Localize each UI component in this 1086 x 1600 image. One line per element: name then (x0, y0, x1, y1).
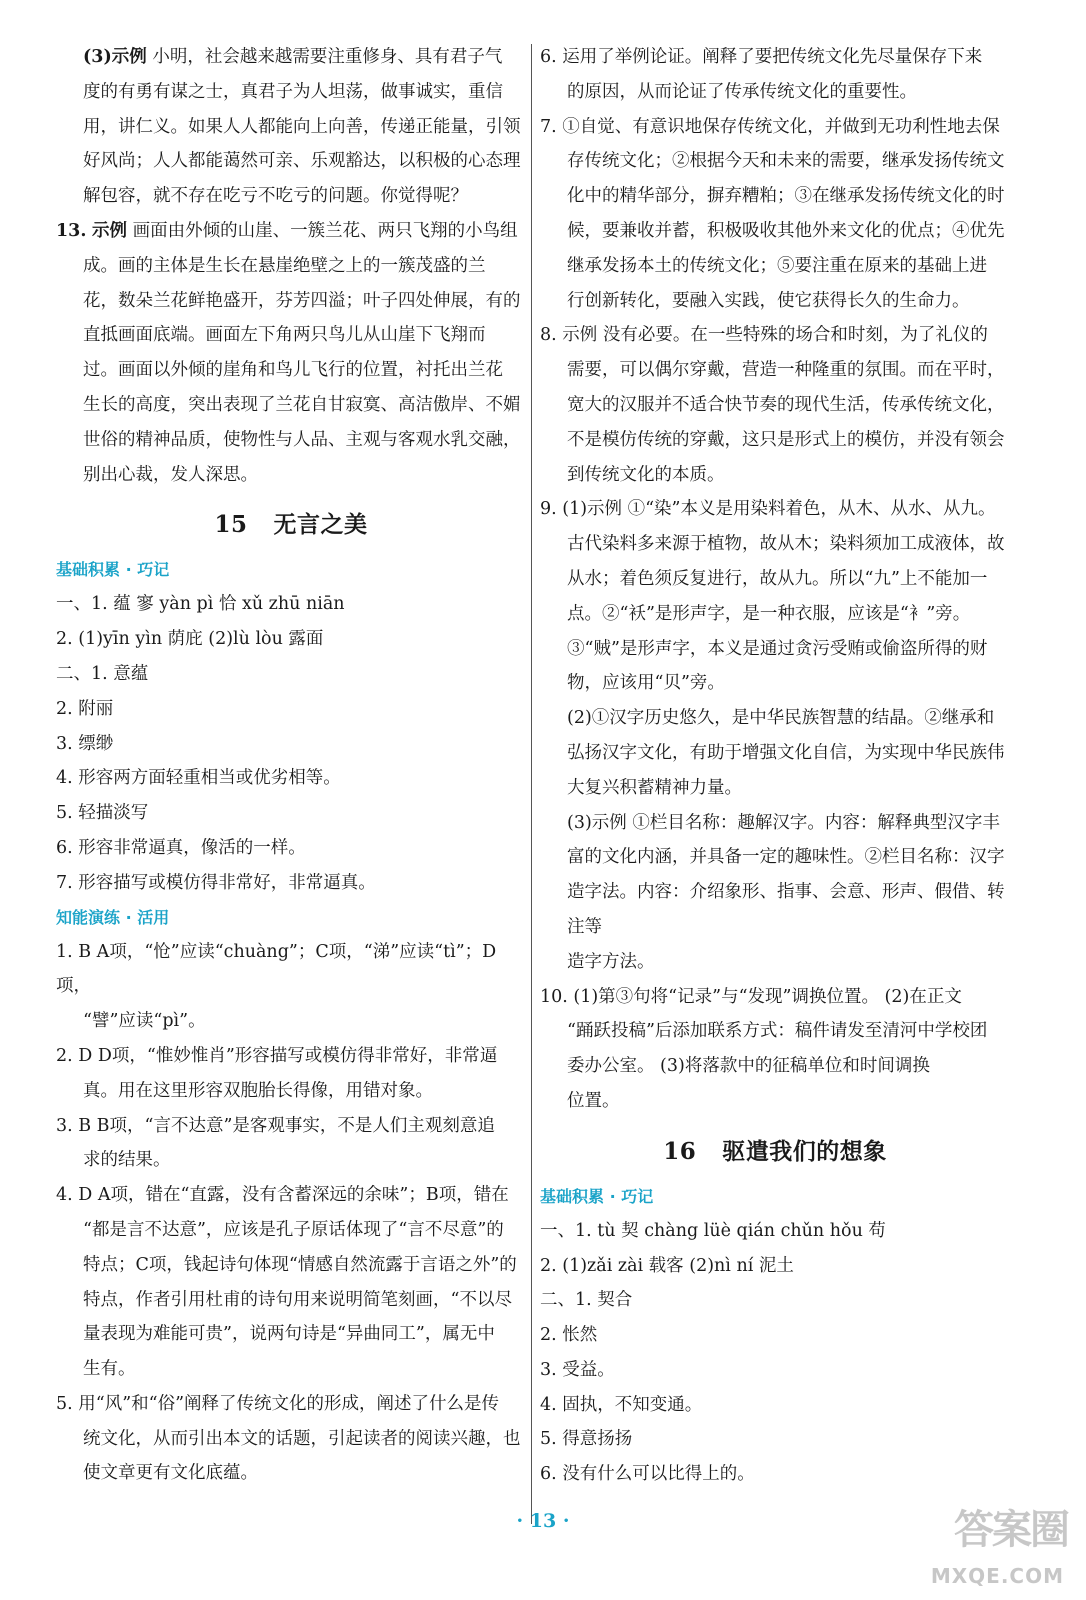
list-item: 2. (1)yīn yìn 荫庇 (2)lù lòu 露面 (56, 629, 324, 650)
list-item: 6. 没有什么可以比得上的。 (540, 1464, 755, 1485)
answer-item: 7. ①自觉、有意识地保存传统文化，并做到无功利性地去保 (540, 116, 1000, 137)
answer-line: 到传统文化的本质。 (567, 464, 725, 485)
list-item: 二、1. 意蕴 (56, 663, 149, 684)
answer-line: 真。用在这里形容双胞胎长得像，用错对象。 (83, 1080, 433, 1101)
answer-item: 8. 示例 没有必要。在一些特殊的场合和时刻，为了礼仪的 (540, 325, 988, 346)
right-answers (540, 40, 1010, 1119)
answer-line: 生有。 (83, 1359, 136, 1380)
answer-item: 10. (1)第③句将“记录”与“发现”调换位置。 (2)在正文 (540, 986, 962, 1007)
list-item: 2. 怅然 (540, 1325, 598, 1346)
list-item: 6. 形容非常逼真，像活的一样。 (56, 837, 306, 858)
answer-line: 存传统文化；②根据今天和未来的需要，继承发扬传统文 (567, 151, 1005, 172)
answer-line: 行创新转化，要融入实践，使它获得长久的生命力。 (567, 290, 970, 311)
answer-item: 6. 运用了举例论证。阐释了要把传统文化先尽量保存下来 (540, 47, 983, 67)
list-item: 3. 受益。 (540, 1359, 615, 1380)
answer-line: 度的有勇有谋之士，真君子为人坦荡，做事诚实，重信 (83, 81, 503, 102)
answer-line: 大复兴积蓄精神力量。 (567, 777, 742, 798)
answer-line: 候，要兼收并蓄，积极吸收其他外来文化的优点；④优先 (567, 220, 1005, 241)
answer-item: 1. B A项，“怆”应读“chuàng”；C项，“涕”应读“tì”；D项， (56, 941, 497, 997)
basic-items (56, 587, 526, 900)
watermark-text: 答案圈 (954, 1507, 1068, 1553)
answer-line: 直抵画面底端。画面左下角两只鸟儿从山崖下飞翔而 (83, 325, 486, 346)
answer-line: 位置。 (567, 1090, 620, 1111)
answer-line: 过。画面以外倾的崖角和鸟儿飞行的位置，衬托出兰花 (83, 360, 503, 381)
list-item: 一、1. tù 契 chàng lüè qián chǔn hǒu 苟 (540, 1220, 886, 1241)
list-item: 2. (1)zǎi zài 载客 (2)nì ní 泥土 (540, 1255, 794, 1276)
answer-line: “譬”应读“pì”。 (83, 1011, 206, 1032)
watermark-logo (918, 1498, 1068, 1594)
answer-line: 求的结果。 (83, 1150, 171, 1171)
list-item: 2. 附丽 (56, 698, 114, 719)
answer-line: 成。画的主体是生长在悬崖绝壁之上的一簇茂盛的兰 (83, 255, 486, 276)
page-number: · 13 · (516, 1510, 570, 1532)
answer-line: 的原因，从而论证了传承传统文化的重要性。 (567, 81, 917, 102)
answer-line: 点。②“袄”是形声字，是一种衣服，应该是“衤”旁。 (567, 603, 971, 624)
basic-items-16 (540, 1214, 1010, 1492)
answer-line: 用，讲仁义。如果人人都能向上向善，传递正能量，引领 (83, 116, 521, 137)
answer-line: 富的文化内涵，并具备一定的趣味性。②栏目名称：汉字 (567, 847, 1005, 868)
answer-line: 古代染料多来源于植物，故从木；染料须加工成液体，故 (567, 534, 1005, 555)
answer-item: 2. D D项，“惟妙惟肖”形容描写或模仿得非常好，非常逼 (56, 1045, 498, 1066)
answer-line: “都是言不达意”，应该是孔子原话体现了“言不尽意”的 (83, 1219, 504, 1240)
answer-13-continuation (56, 249, 526, 493)
answer-line: 别出心裁，发人深思。 (83, 464, 258, 485)
answer-line: 使文章更有文化底蕴。 (83, 1463, 258, 1484)
answer-line: (3)示例 小明，社会越来越需要注重修身、具有君子气 (83, 47, 503, 67)
answer-line: 好风尚；人人都能蔼然可亲、乐观豁达，以积极的心态理 (83, 151, 521, 172)
answer-line: 造字法。内容：介绍象形、指事、会意、形声、假借、转注等 (567, 882, 1005, 937)
answer-item: 5. 用“风”和“俗”阐释了传统文化的形成，阐述了什么是传 (56, 1393, 500, 1414)
answer-line: 不是模仿传统的穿戴，这只是形式上的模仿，并没有领会 (567, 429, 1005, 450)
answer-item: 9. (1)示例 ①“染”本义是用染料着色，从木、从水、从九。 (540, 499, 996, 520)
answer-line: 花，数朵兰花鲜艳盛开，芬芳四溢；叶子四处伸展，有的 (83, 290, 521, 311)
section-heading: 基础积累 · 巧记 (56, 560, 170, 580)
list-item: 4. 固执，不知变通。 (540, 1394, 703, 1415)
column-divider (531, 44, 532, 1524)
answer-line: 继承发扬本土的传统文化；⑤要注重在原来的基础上进 (567, 255, 987, 276)
answer-line: ③“贼”是形声字，本义是通过贪污受贿或偷盗所得的财 (567, 638, 988, 659)
list-item: 一、1. 蕴 寥 yàn pì 恰 xǔ zhū niān (56, 594, 345, 615)
list-item: 3. 缥缈 (56, 733, 114, 754)
list-item: 5. 得意扬扬 (540, 1429, 633, 1450)
answer-line: (2)①汉字历史悠久，是中华民族智慧的结晶。②继承和 (567, 708, 995, 729)
practice-answers (56, 935, 526, 1492)
answer-line: 特点，作者引用杜甫的诗句用来说明简笔刻画，“不以尽 (83, 1289, 512, 1310)
answer-line: 从水；着色须反复进行，故从九。所以“九”上不能加一 (567, 568, 988, 589)
chapter-title-16: 16 驱遣我们的想象 (663, 1137, 887, 1165)
answer-line: 需要，可以偶尔穿戴，营造一种隆重的氛围。而在平时， (567, 360, 1005, 381)
section-heading: 基础积累 · 巧记 (540, 1186, 654, 1206)
answer-line: 统文化，从而引出本文的话题，引起读者的阅读兴趣，也 (83, 1428, 521, 1449)
list-item: 7. 形容描写或模仿得非常好，非常逼真。 (56, 872, 376, 893)
answer-line: 特点；C项，钱起诗句体现“情感自然流露于言语之外”的 (83, 1254, 517, 1275)
section-heading: 知能演练 · 活用 (56, 907, 170, 927)
answer-line: 委办公室。 (3)将落款中的征稿单位和时间调换 (567, 1056, 930, 1077)
right-column (540, 40, 1010, 1492)
chapter-title-15: 15 无言之美 (214, 511, 368, 539)
answer-line: (3)示例 ①栏目名称：趣解汉字。内容：解释典型汉字丰 (567, 812, 1000, 833)
answer-line: 物，应该用“贝”旁。 (567, 673, 725, 694)
answer-line: 解包容，就不存在吃亏不吃亏的问题。你觉得呢？ (83, 186, 468, 207)
answer-item: 4. D A项，错在“直露，没有含蓄深远的余味”；B项，错在 (56, 1185, 509, 1206)
left-column (56, 40, 526, 1491)
answer-line: 世俗的精神品质，使物性与人品、主观与客观水乳交融， (83, 429, 521, 450)
answer-line: 生长的高度，突出表现了兰花自甘寂寞、高洁傲岸、不媚 (83, 394, 521, 415)
answer-line: 弘扬汉字文化，有助于增强文化自信，为实现中华民族伟 (567, 742, 1005, 763)
answer-line: 造字方法。 (567, 951, 655, 972)
list-item: 4. 形容两方面轻重相当或优劣相等。 (56, 768, 341, 789)
answer-line: 宽大的汉服并不适合快节奏的现代生活，传承传统文化， (567, 394, 1005, 415)
answer-line: 化中的精华部分，摒弃糟粕；③在继承发扬传统文化的时 (567, 186, 1005, 207)
watermark-url: MXQE.COM (930, 1564, 1064, 1588)
list-item: 二、1. 契合 (540, 1290, 633, 1311)
answer-line: 量表现为难能可贵”，说两句诗是“异曲同工”，属无中 (83, 1324, 495, 1345)
answer-item: 3. B B项，“言不达意”是客观事实，不是人们主观刻意追 (56, 1115, 495, 1136)
answer-13: 13. 示例 画面由外倾的山崖、一簇兰花、两只飞翔的小鸟组 (56, 220, 518, 241)
answer-line: “踊跃投稿”后添加联系方式：稿件请发至清河中学校团 (567, 1021, 988, 1042)
list-item: 5. 轻描淡写 (56, 803, 149, 824)
